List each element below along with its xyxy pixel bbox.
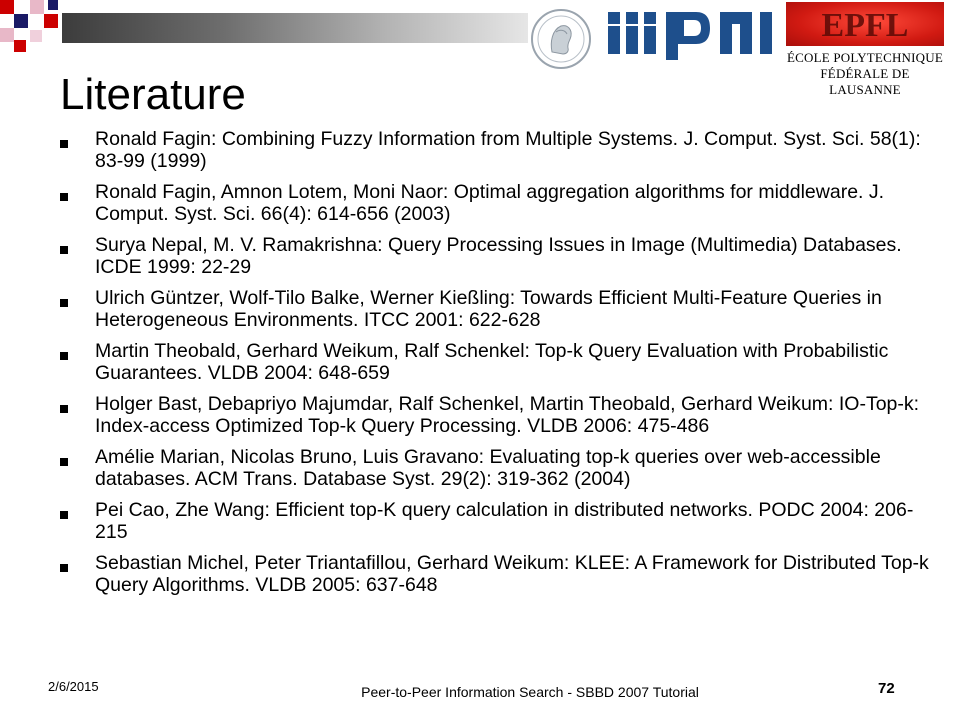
bullet-icon <box>60 405 68 413</box>
list-item-text: Ulrich Güntzer, Wolf-Tilo Balke, Werner Kießling: Towards Efficient Multi-Feature Queries in Heterogeneous Environments. ITCC 2001: 622-628 <box>95 287 882 331</box>
slide-title: Literature <box>60 70 246 119</box>
list-item <box>60 500 940 543</box>
list-item-text: Holger Bast, Debapriyo Majumdar, Ralf Schenkel, Martin Theobald, Gerhard Weikum: IO-Top-k: Index-access Optimized Top-k Query Processing. VLDB 2006: 475-486 <box>95 393 920 437</box>
deco-square-pink-3 <box>30 30 42 42</box>
bullet-icon <box>60 458 68 466</box>
list-item-text: Martin Theobald, Gerhard Weikum, Ralf Schenkel: Top-k Query Evaluation with Probabilistic Guarantees. VLDB 2004: 648-659 <box>95 340 889 384</box>
bullet-icon <box>60 511 68 519</box>
deco-square-red-2 <box>44 14 58 28</box>
list-item <box>60 182 940 225</box>
bullet-icon <box>60 564 68 572</box>
footer-caption: Peer-to-Peer Information Search - SBBD 2007 Tutorial <box>361 684 699 700</box>
bullet-icon <box>60 140 68 148</box>
deco-square-pink-2 <box>0 28 14 42</box>
list-item-text: Ronald Fagin: Combining Fuzzy Information from Multiple Systems. J. Comput. Syst. Sci. 58(1): 83-99 (1999) <box>95 128 921 172</box>
bullet-icon <box>60 299 68 307</box>
list-item <box>60 129 940 172</box>
bullet-icon <box>60 193 68 201</box>
deco-square-navy-1 <box>14 14 28 28</box>
list-item-text: Surya Nepal, M. V. Ramakrishna: Query Processing Issues in Image (Multimedia) Databases. ICDE 1999: 22-29 <box>95 234 902 278</box>
list-item <box>60 235 940 278</box>
list-item-text: Sebastian Michel, Peter Triantafillou, Gerhard Weikum: KLEE: A Framework for Distributed Top-k Query Algorithms. VLDB 2005: 637-648 <box>95 552 929 596</box>
epfl-line2: FÉDÉRALE DE LAUSANNE <box>820 66 910 97</box>
literature-list <box>60 129 940 606</box>
deco-square-navy-2 <box>48 0 58 10</box>
deco-square-pink-1 <box>30 0 44 14</box>
list-item-text: Pei Cao, Zhe Wang: Efficient top-K query calculation in distributed networks. PODC 2004: 206-215 <box>95 499 914 543</box>
footer-date: 2/6/2015 <box>48 679 99 694</box>
list-item <box>60 447 940 490</box>
bullet-icon <box>60 352 68 360</box>
deco-square-red-1 <box>0 0 14 14</box>
bullet-icon <box>60 246 68 254</box>
deco-square-red-3 <box>14 40 26 52</box>
epfl-logo-mark <box>786 2 944 46</box>
header-gradient-bar <box>62 13 528 43</box>
list-item-text: Ronald Fagin, Amnon Lotem, Moni Naor: Optimal aggregation algorithms for middleware. J. Comput. Syst. Sci. 66(4): 614-656 (2003) <box>95 181 885 225</box>
epfl-logo <box>786 2 944 97</box>
mpi-logo <box>604 6 780 62</box>
svg-text:EPFL: EPFL <box>821 7 909 44</box>
max-planck-seal-icon <box>530 8 592 70</box>
list-item <box>60 394 940 437</box>
epfl-line1: ÉCOLE POLYTECHNIQUE <box>787 50 943 65</box>
list-item <box>60 288 940 331</box>
list-item-text: Amélie Marian, Nicolas Bruno, Luis Gravano: Evaluating top-k queries over web-accessible databases. ACM Trans. Database Syst. 29(2): 319-362 (2004) <box>95 446 881 490</box>
page-number: 72 <box>878 680 895 697</box>
list-item <box>60 341 940 384</box>
list-item <box>60 553 940 596</box>
